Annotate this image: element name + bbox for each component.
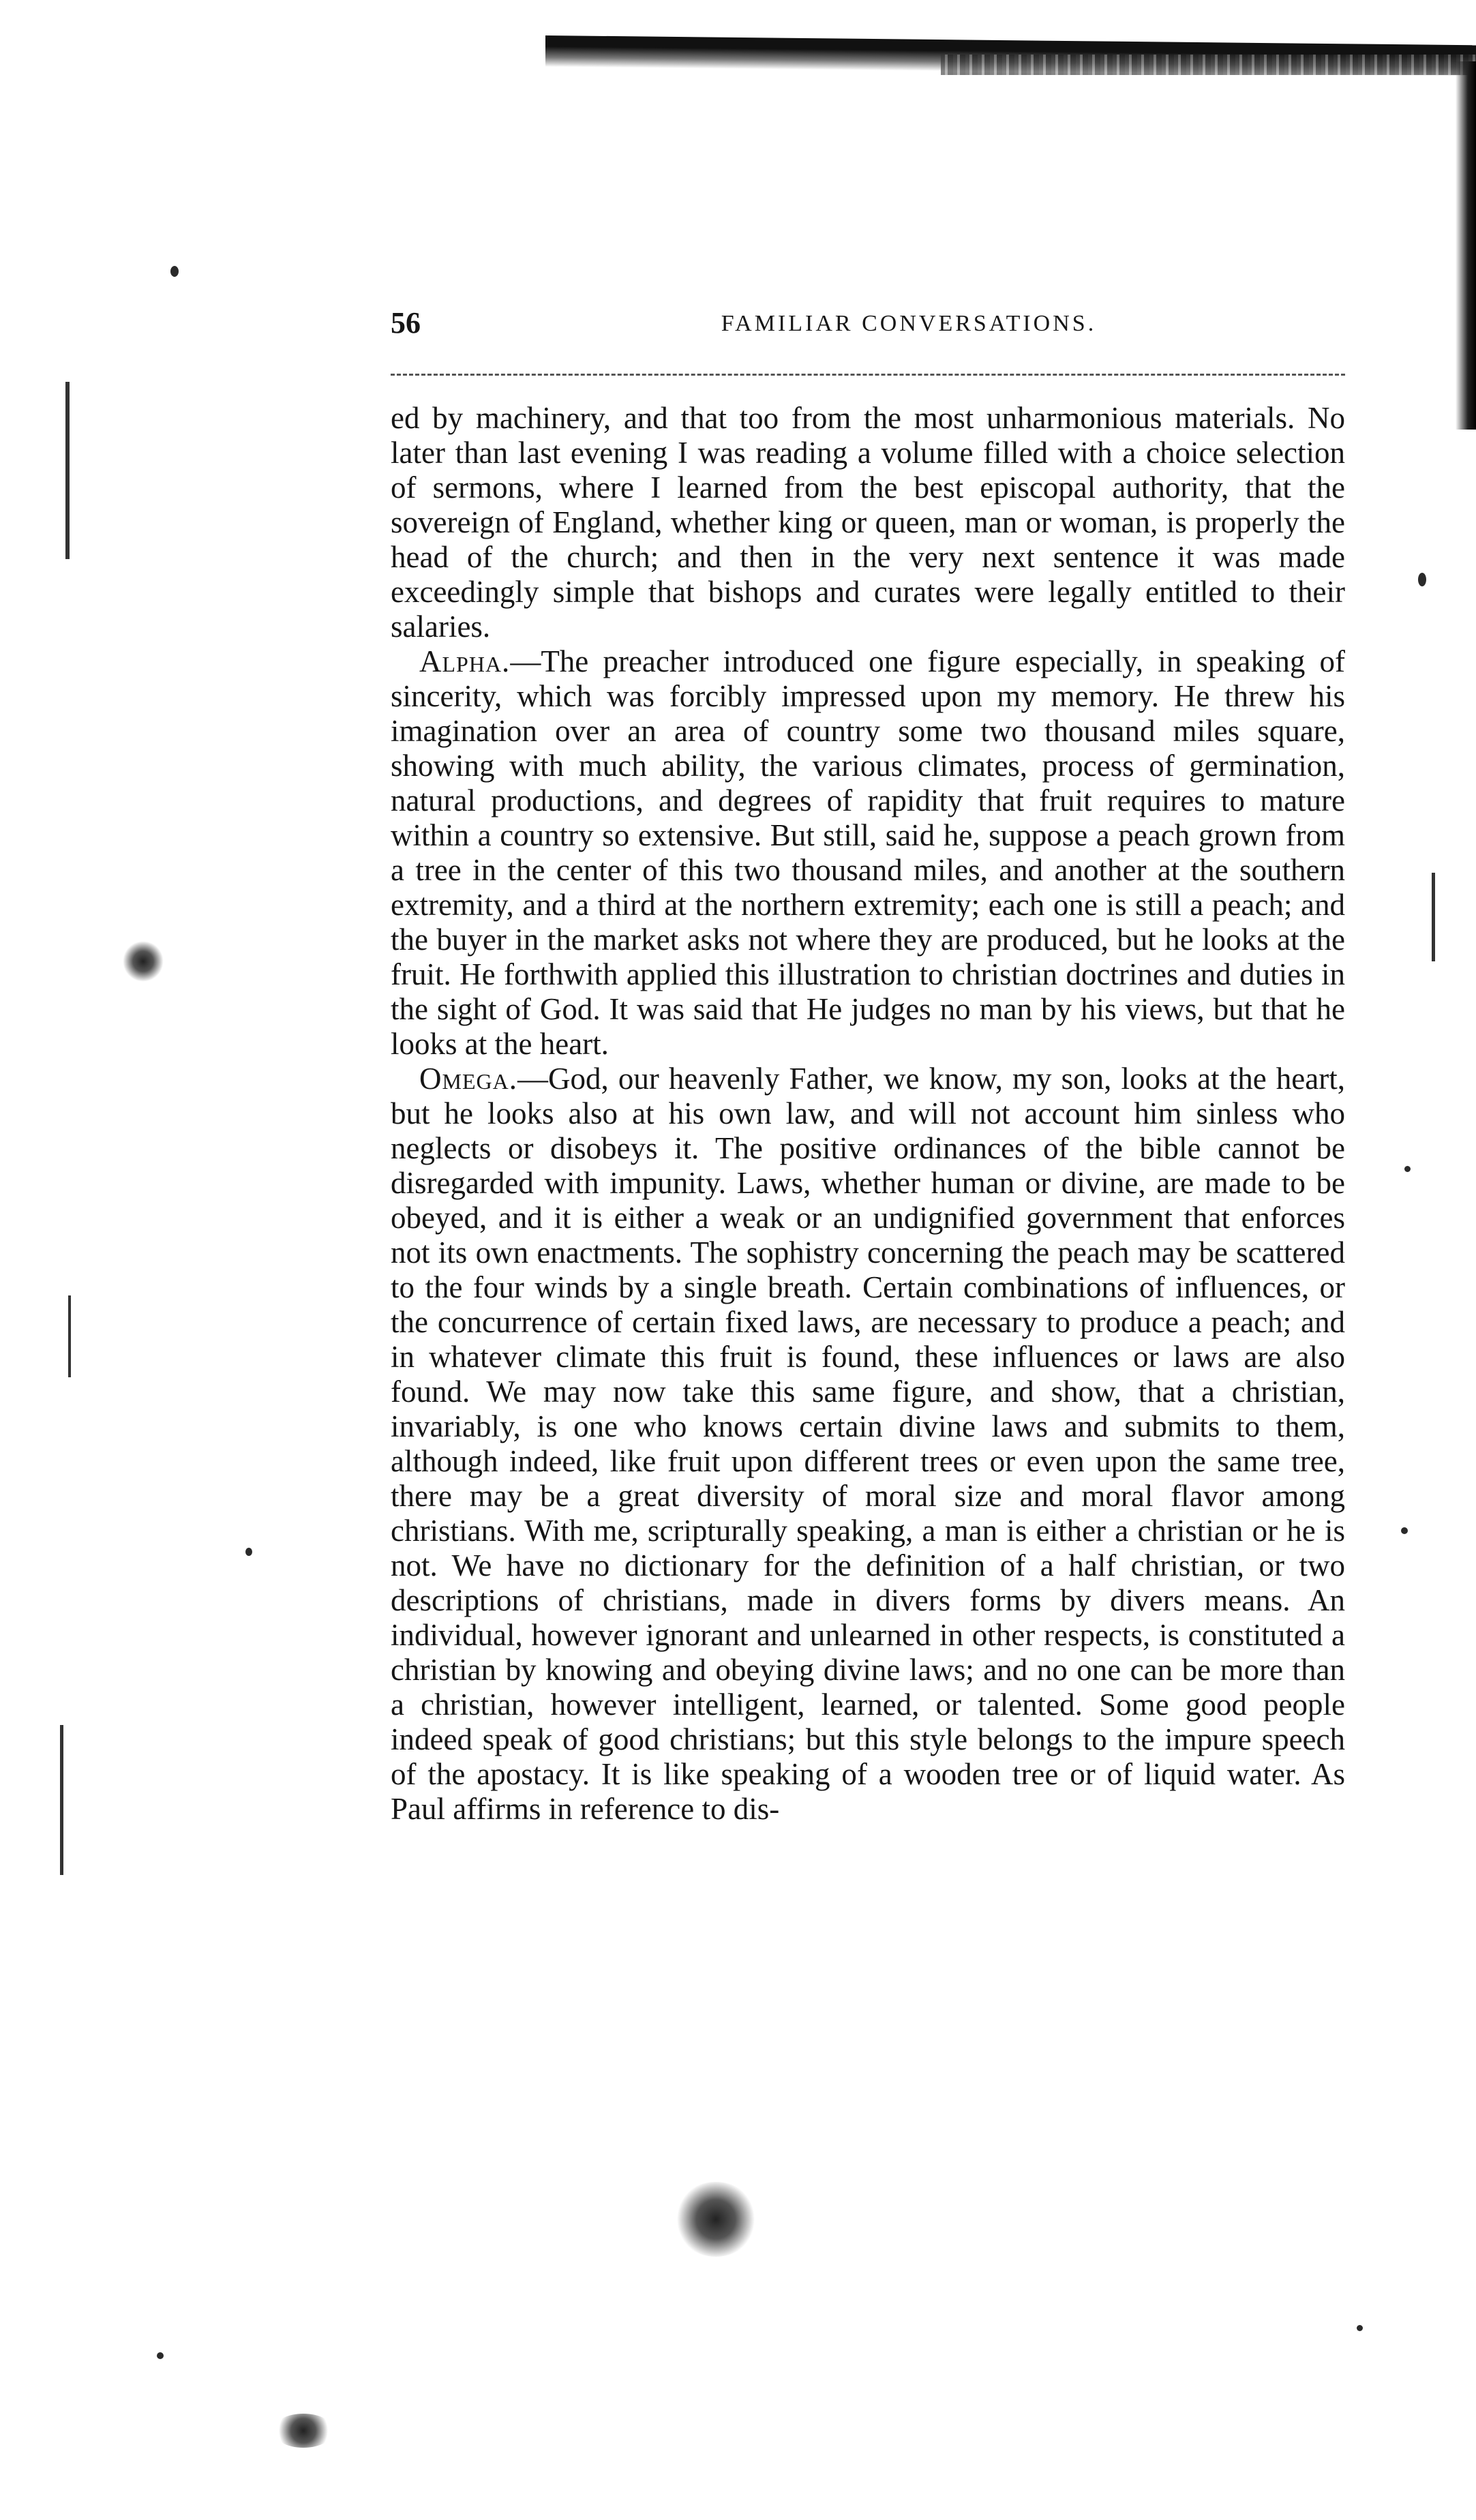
paragraph-alpha: [391, 644, 1345, 1062]
paragraph-text: —The preacher introduced one figure especially, in speaking of sincerity, which was forcibly impressed upon my memory. He threw his imagination over an area of country some two thousand miles square, showing with much ability, the various climates, process of germination, natural productions, and degrees of rapidity that fruit requires to mature within a country so extensive. But still, said he, suppose a peach grown from a tree in the center of this two thousand miles, and another at the southern extremity, and a third at the northern extremity; each one is still a peach; and the buyer in the market asks not where they are produced, but he looks at the fruit. He forthwith applied this illustration to christian doctrines and duties in the sight of God. It was said that He judges no man by his views, but that he looks at the heart.: [391, 644, 1345, 1061]
page-edge-shadow: [1456, 61, 1476, 430]
ink-speck: [1401, 1527, 1408, 1534]
ink-speck: [1404, 1166, 1411, 1172]
ink-speck: [170, 266, 179, 277]
paragraph-omega: [391, 1062, 1345, 1827]
ink-smudge: [675, 2182, 757, 2257]
paragraph-continuation: [391, 401, 1345, 644]
ink-speck: [1357, 2325, 1363, 2331]
page-number: 56: [391, 306, 421, 340]
speaker-name: Alpha.: [419, 644, 511, 678]
header-rule: [391, 374, 1345, 376]
left-margin-mark: [65, 382, 70, 559]
ink-speck: [1418, 573, 1426, 586]
paragraph-text: ed by machinery, and that too from the most unharmonious materials. No later than last evening I was reading a volume filled with a choice selection of sermons, where I learned from the best episcopal authority, that the sovereign of England, whether king or queen, man or woman, is properly the head of the church; and then in the very next sentence it was made exceedingly simple that bishops and curates were legally entitled to their salaries.: [391, 401, 1345, 644]
body-text: [391, 401, 1345, 1827]
scan-edge-noise: [941, 55, 1476, 75]
page-header: [391, 305, 1345, 346]
paragraph-text: —God, our heavenly Father, we know, my son, looks at the heart, but he looks also at his own law, and will not account him sinless who neglects or disobeys it. The positive ordinances of the bible cannot be disregarded with impunity. Laws, whether human or divine, are made to be obeyed, and it is either a weak or an undignified government that enforces not its own enactments. The sophistry concerning the peach may be scattered to the four winds by a single breath. Certain combinations of influences, or the concurrence of certain fixed laws, are necessary to produce a peach; and in whatever climate this fruit is found, these influences or laws are also found. We may now take this same figure, and show, that a christian, invariably, is one who knows certain divine laws and submits to them, although indeed, like fruit upon different trees or even upon the same tree, there may be a great diversity of moral size and moral flavor among christians. With me, scripturally speaking, a man is either a christian or he is not. We have no dictionary for the definition of a half christian, or two descriptions of christians, made in divers forms by divers means. An individual, however ignorant and unlearned in other respects, is constituted a christian by knowing and obeying divine laws; and no one can be more than a christian, however intelligent, learned, or talented. Some good people indeed speak of good christians; but this style belongs to the impure speech of the apostacy. It is like speaking of a wooden tree or of liquid water. As Paul affirms in reference to dis-: [391, 1062, 1345, 1826]
left-margin-mark: [60, 1725, 63, 1875]
left-margin-mark: [68, 1295, 71, 1377]
running-head: FAMILIAR CONVERSATIONS.: [721, 311, 1097, 336]
ink-smudge: [123, 941, 164, 982]
ink-speck: [245, 1548, 252, 1556]
right-margin-mark: [1432, 873, 1435, 961]
ink-speck: [157, 2352, 164, 2359]
ink-smudge: [273, 2414, 334, 2448]
speaker-name: Omega.: [419, 1062, 517, 1096]
